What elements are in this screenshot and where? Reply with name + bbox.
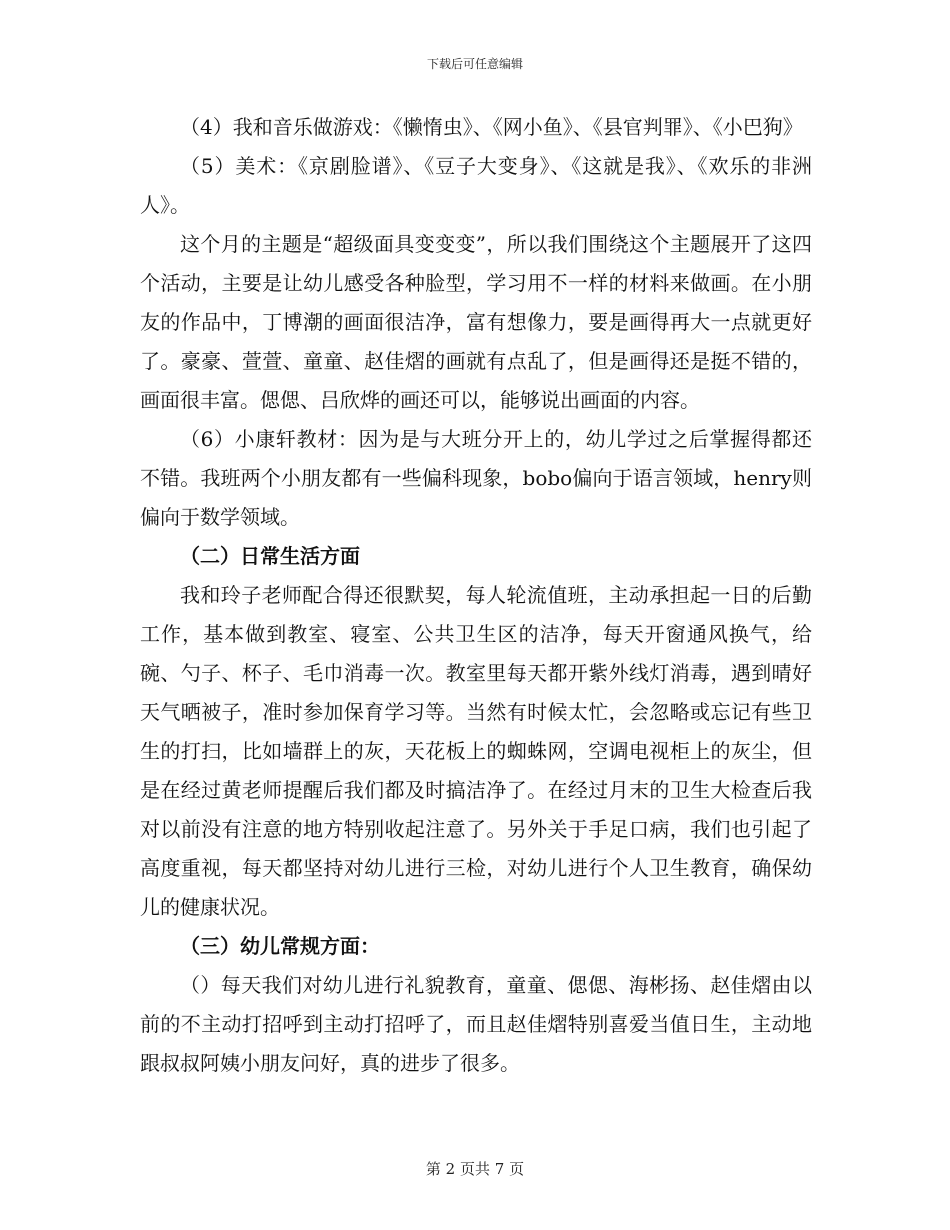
section-heading-daily-life: （二）日常生活方面 bbox=[180, 544, 360, 568]
paragraph-kangxuan-materials: （6）小康轩教材：因为是与大班分开上的，幼儿学过之后掌握得都还不错。我班两个小朋友都有一些偏科现象，bobo偏向于语言领域，henry则偏向于数学领域。 bbox=[140, 427, 812, 529]
paragraph-monthly-theme: 这个月的主题是“超级面具变变变”，所以我们围绕这个主题展开了这四个活动，主要是让幼儿感受各种脸型，学习用不一样的材料来做画。在小朋友的作品中，丁博潮的画面很洁净，富有想像力，要是画得再大一点就更好了。豪豪、萱萱、童童、赵佳熠的画就有点乱了，但是画得还是挺不错的，画面很丰富。偲偲、吕欣烨的画还可以，能够说出画面的内容。 bbox=[140, 232, 812, 412]
page-number-footer: 第 2 页共 7 页 bbox=[425, 1160, 525, 1178]
paragraph-art: （5）美术：《京剧脸谱》、《豆子大变身》、《这就是我》、《欢乐的非洲人》。 bbox=[140, 154, 812, 217]
section-heading-routines: （三）幼儿常规方面： bbox=[180, 934, 380, 958]
document-body bbox=[140, 108, 812, 1083]
paragraph-music-games: （4）我和音乐做游戏：《懒惰虫》、《网小鱼》、《县官判罪》、《小巴狗》 bbox=[180, 115, 803, 139]
page-header: 下载后可任意编辑 bbox=[426, 57, 523, 71]
paragraph-routines: （）每天我们对幼儿进行礼貌教育，童童、偲偲、海彬扬、赵佳熠由以前的不主动打招呼到主动打招呼了，而且赵佳熠特别喜爱当值日生，主动地跟叔叔阿姨小朋友问好，真的进步了很多。 bbox=[140, 973, 812, 1075]
paragraph-daily-life: 我和玲子老师配合得还很默契，每人轮流值班，主动承担起一日的后勤工作，基本做到教室、寝室、公共卫生区的洁净，每天开窗通风换气，给碗、勺子、杯子、毛巾消毒一次。教室里每天都开紫外线灯消毒，遇到晴好天气晒被子，准时参加保育学习等。当然有时候太忙，会忽略或忘记有些卫生的打扫，比如墙群上的灰，天花板上的蜘蛛网，空调电视柜上的灰尘，但是在经过黄老师提醒后我们都及时搞洁净了。在经过月末的卫生大检查后我对以前没有注意的地方特别收起注意了。另外关于手足口病，我们也引起了高度重视，每天都坚持对幼儿进行三检，对幼儿进行个人卫生教育，确保幼儿的健康状况。 bbox=[140, 583, 812, 919]
